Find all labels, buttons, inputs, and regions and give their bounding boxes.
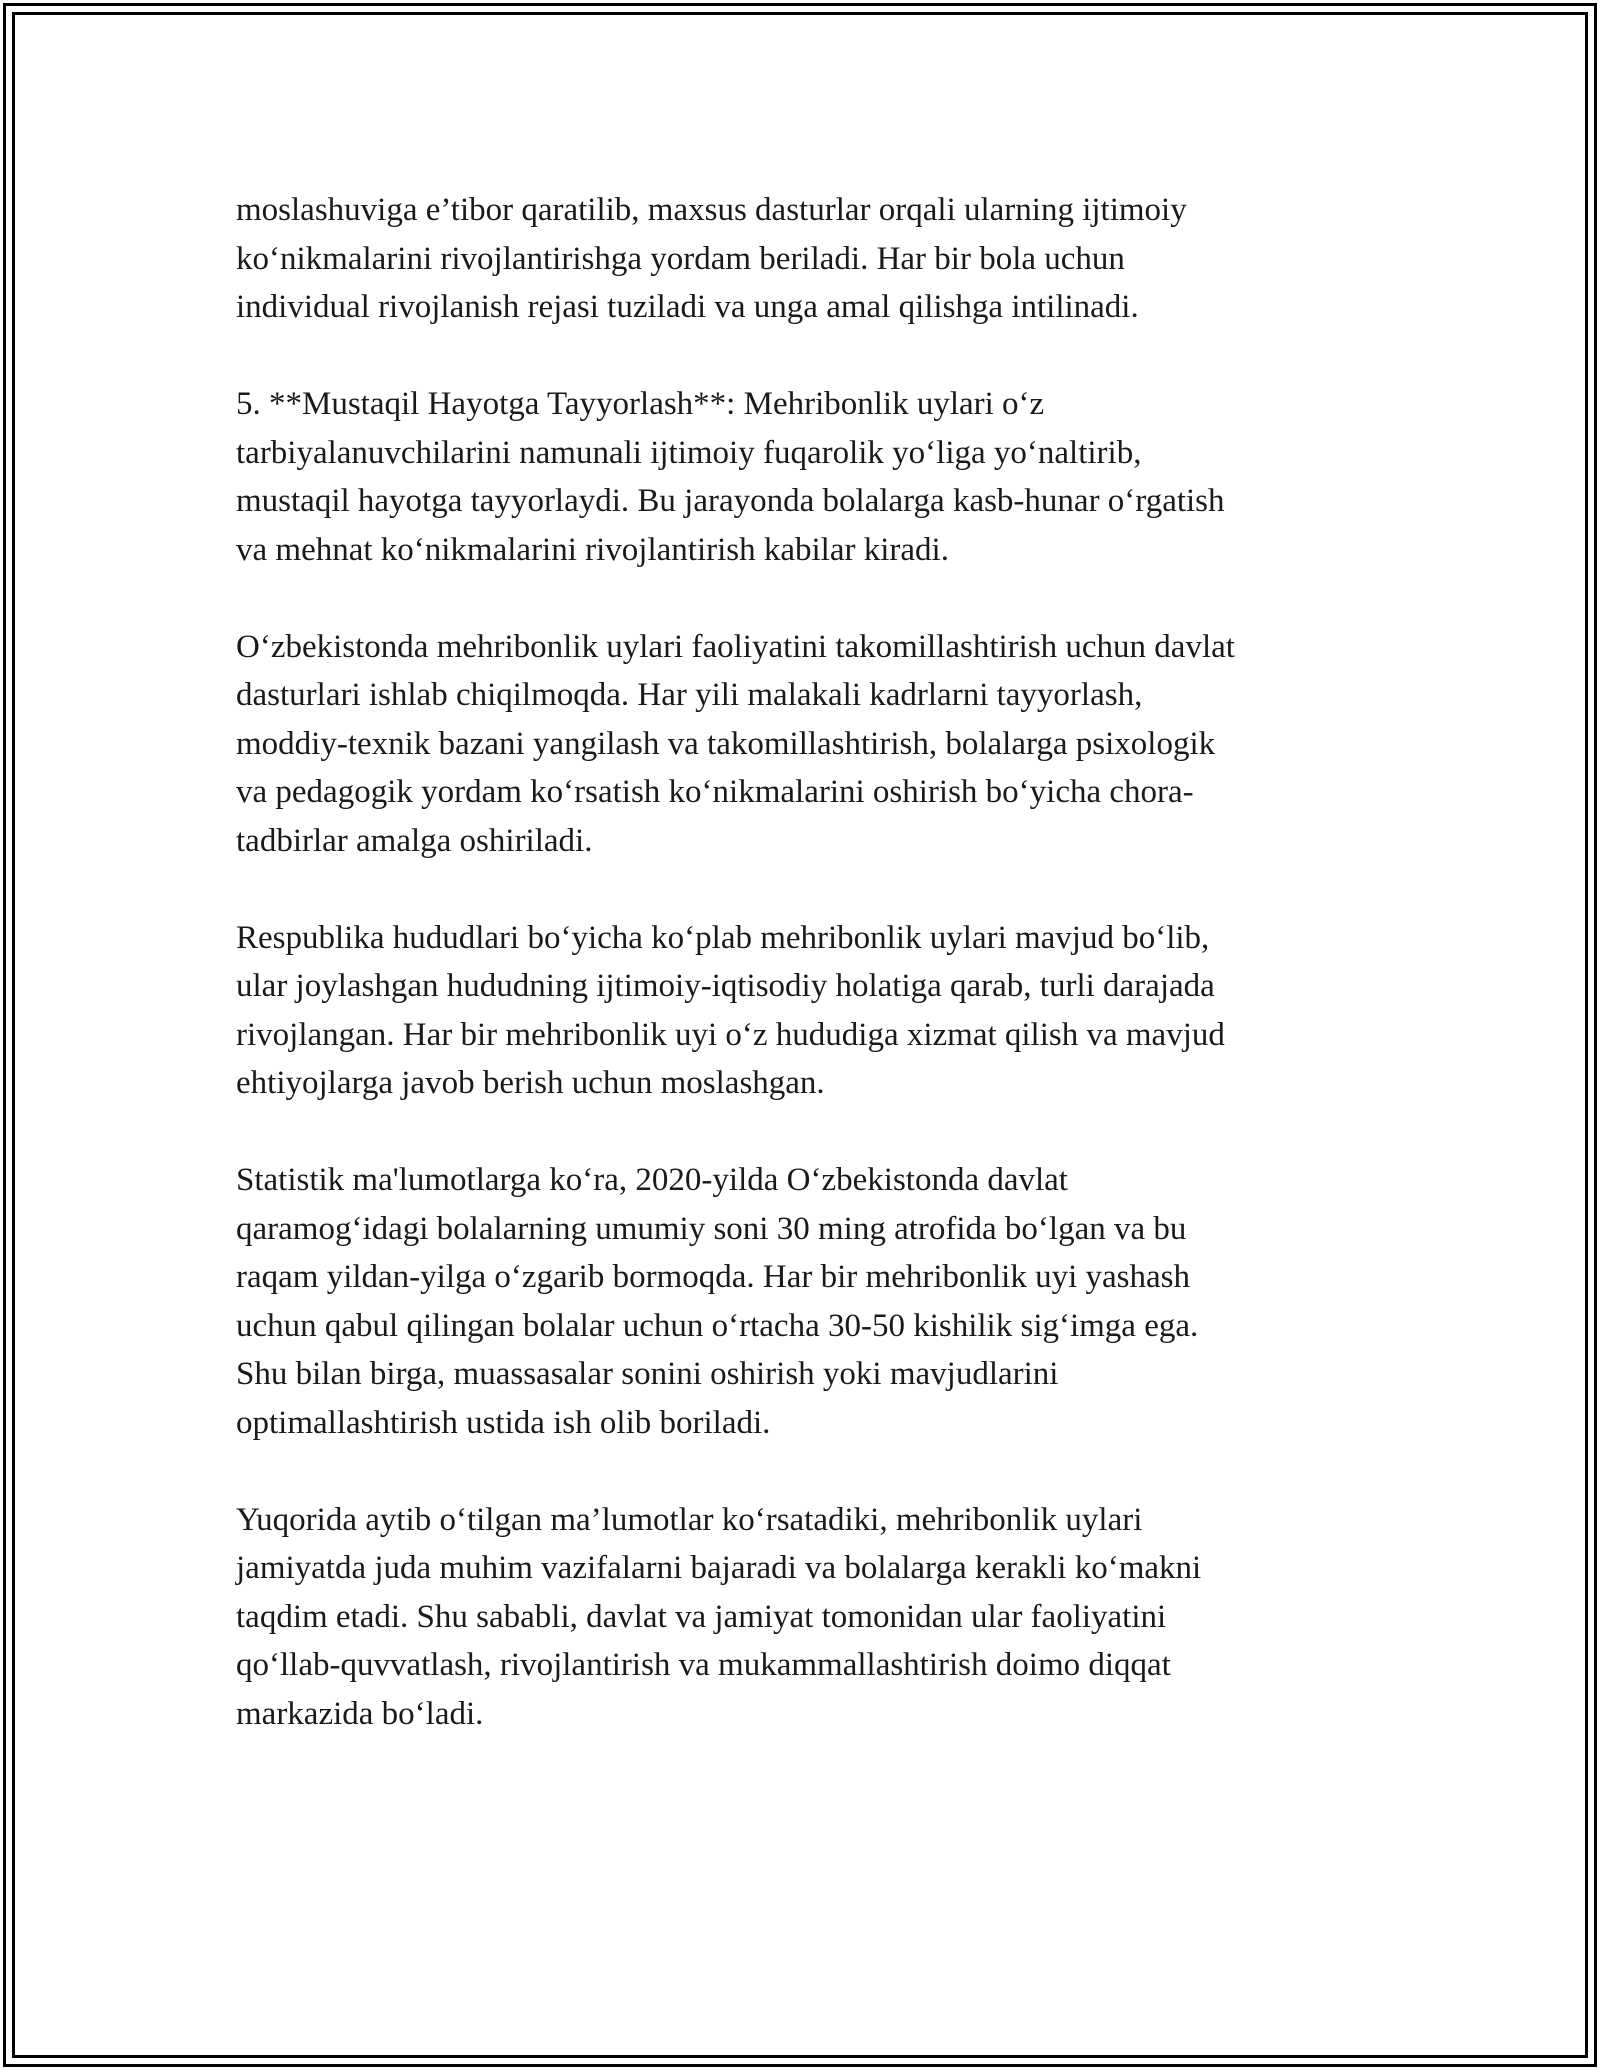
paragraph-1 [236, 186, 1366, 332]
text-line: jamiyatda juda muhim vazifalarni bajaradi va bolalarga kerakli koʻmakni [236, 1550, 1202, 1586]
text-line: optimallashtirish ustida ish olib boriladi. [236, 1404, 771, 1441]
text-line: tarbiyalanuvchilarini namunali ijtimoiy fuqarolik yoʻliga yoʻnaltirib, [236, 434, 1142, 471]
text-line: tadbirlar amalga oshiriladi. [236, 822, 593, 859]
text-line: mustaqil hayotga tayyorlaydi. Bu jarayonda bolalarga kasb-hunar oʻrgatish [236, 483, 1225, 519]
text-line: Respublika hududlari boʻyicha koʻplab mehribonlik uylari mavjud boʻlib, [236, 919, 1210, 956]
text-line: raqam yildan-yilga oʻzgarib bormoqda. Har bir mehribonlik uyi yashash [236, 1259, 1190, 1295]
text-line: Yuqorida aytib oʻtilgan ma’lumotlar koʻrsatadiki, mehribonlik uylari [236, 1501, 1143, 1538]
text-line: dasturlari ishlab chiqilmoqda. Har yili malakali kadrlarni tayyorlash, [236, 677, 1143, 713]
text-line: rivojlangan. Har bir mehribonlik uyi oʻz hududiga xizmat qilish va mavjud [236, 1016, 1225, 1053]
text-line: moslashuviga e’tibor qaratilib, maxsus dasturlar orqali ularning ijtimoiy [236, 192, 1187, 228]
text-line: ular joylashgan hududning ijtimoiy-iqtisodiy holatiga qarab, turli darajada [236, 968, 1215, 1004]
text-line: uchun qabul qilingan bolalar uchun oʻrtacha 30-50 kishilik sigʻimga ega. [236, 1307, 1199, 1344]
text-line: koʻnikmalarini rivojlantirishga yordam beriladi. Har bir bola uchun [236, 240, 1125, 277]
text-line: markazida boʻladi. [236, 1695, 484, 1732]
paragraph-5 [236, 1156, 1366, 1447]
paragraph-2 [236, 380, 1366, 574]
text-line: Statistik ma'lumotlarga koʻra, 2020-yilda Oʻzbekistonda davlat [236, 1162, 1068, 1198]
text-line: va mehnat koʻnikmalarini rivojlantirish kabilar kiradi. [236, 531, 949, 568]
paragraph-3 [236, 623, 1366, 866]
text-line: ehtiyojlarga javob berish uchun moslashgan. [236, 1065, 825, 1101]
text-line: qaramogʻidagi bolalarning umumiy soni 30 ming atrofida boʻlgan va bu [236, 1210, 1187, 1247]
text-line: qoʻllab-quvvatlash, rivojlantirish va mukammallashtirish doimo diqqat [236, 1647, 1171, 1683]
text-line: Oʻzbekistonda mehribonlik uylari faoliyatini takomillashtirish uchun davlat [236, 628, 1235, 665]
text-line: taqdim etadi. Shu sababli, davlat va jamiyat tomonidan ular faoliyatini [236, 1598, 1167, 1635]
text-line: va pedagogik yordam koʻrsatish koʻnikmalarini oshirish boʻyicha chora- [236, 774, 1194, 810]
paragraph-4 [236, 914, 1366, 1108]
document-body [236, 186, 1366, 1787]
paragraph-6 [236, 1496, 1366, 1739]
text-line: Shu bilan birga, muassasalar sonini oshirish yoki mavjudlarini [236, 1356, 1059, 1392]
text-line: moddiy-texnik bazani yangilash va takomillashtirish, bolalarga psixologik [236, 725, 1216, 762]
text-line: 5. **Mustaqil Hayotga Tayyorlash**: Mehribonlik uylari oʻz [236, 386, 1045, 422]
text-line: individual rivojlanish rejasi tuziladi va unga amal qilishga intilinadi. [236, 289, 1139, 325]
